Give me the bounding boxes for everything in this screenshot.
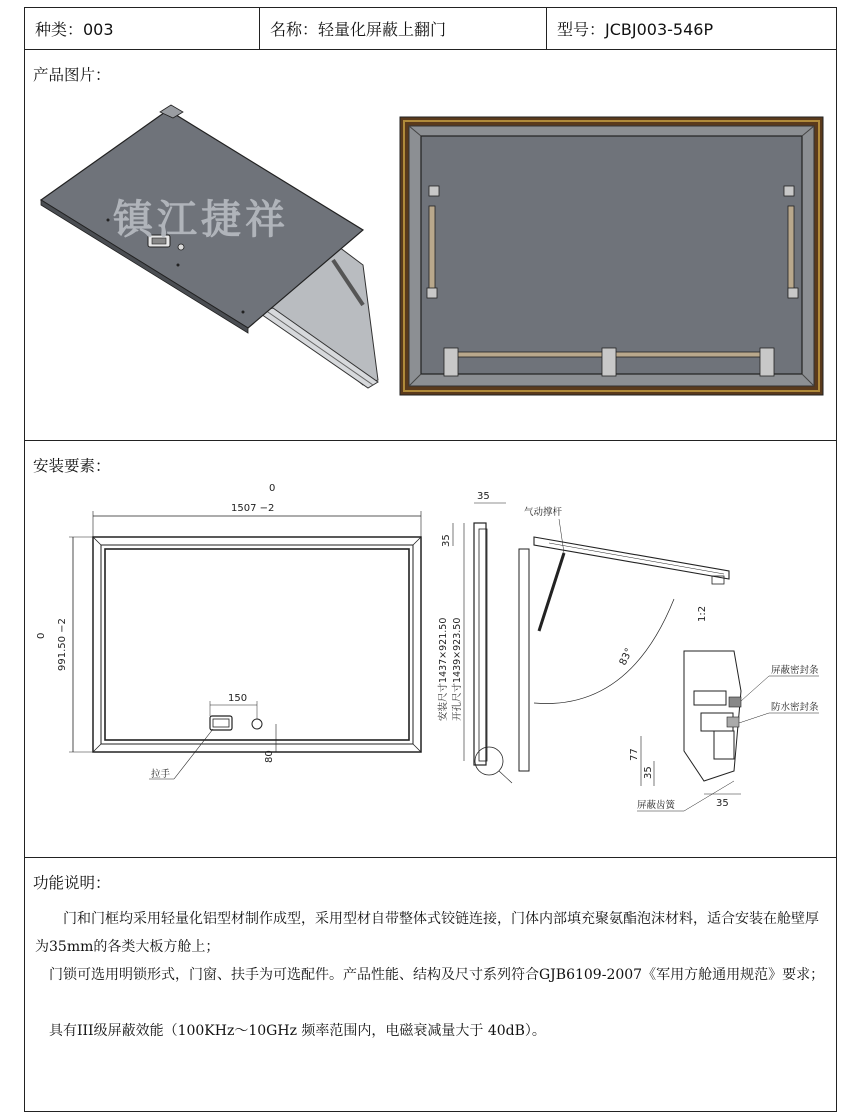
- water-seal-label: 防水密封条: [771, 702, 819, 713]
- dim-77-text: 77: [629, 748, 640, 761]
- category-cell: 种类：003: [25, 8, 260, 49]
- detail-outline: [684, 651, 741, 781]
- frame-corner: [413, 744, 421, 752]
- photos-title: 产品图片：: [33, 66, 111, 84]
- hinge-left: [444, 348, 458, 376]
- bolt: [177, 264, 180, 267]
- width-dim-text: 1507 −2: [231, 503, 275, 514]
- description-paragraph-3: 具有III级屏蔽效能（100KHz～10GHz 频率范围内，电磁衰减量大于 40dB）。: [49, 1023, 546, 1039]
- frame-corner: [413, 537, 421, 545]
- right-strut: [788, 206, 794, 296]
- install-title: 安装要素：: [33, 457, 111, 475]
- spec-sheet: [24, 7, 837, 1112]
- description-title: 功能说明：: [33, 874, 111, 892]
- handle-offset-text: 80: [264, 750, 275, 763]
- frame-corner: [93, 744, 101, 752]
- water-seal-shape: [727, 717, 739, 727]
- detail-leader: [741, 676, 769, 701]
- function-description-section: [25, 858, 836, 1113]
- installation-drawing: [29, 461, 834, 856]
- installation-section: [25, 441, 836, 858]
- shield-seal-label: 屏蔽密封条: [771, 665, 819, 676]
- description-paragraph-2: 门锁可选用明锁形式，门窗、扶手为可选配件。产品性能、结构及尺寸系列符合GJB6109-2007《军用方舱通用规范》要求；: [49, 967, 825, 983]
- open-strut: [539, 553, 564, 631]
- shield-tooth-label: 屏蔽齿簧: [637, 800, 676, 811]
- open-frame: [519, 549, 529, 771]
- company-watermark: 镇江捷祥: [113, 196, 289, 243]
- product-name-cell: 名称：轻量化屏蔽上翻门: [260, 8, 547, 49]
- height-tol-upper: 0: [36, 632, 47, 639]
- right-bracket-bottom: [788, 288, 798, 298]
- description-paragraph-1: 门和门框均采用轻量化铝型材制作成型，采用型材自带整体式铰链连接，门体内部填充聚氨酯泡沫材料，适合安装在舱壁厚为35mm的各类大板方舱上；: [35, 911, 819, 955]
- frame-top-text: 35: [477, 491, 490, 502]
- open-door-hatch: [549, 543, 724, 574]
- bolt: [107, 219, 110, 222]
- product-photos-section: [25, 50, 836, 441]
- height-dim-text: 991.50 −2: [57, 618, 68, 671]
- left-bracket-top: [429, 186, 439, 196]
- model-cell: 型号：JCBJ003-546P: [557, 20, 714, 39]
- handle-label: 拉手: [151, 769, 171, 780]
- front-handle-grip: [213, 719, 229, 727]
- left-bracket-bottom: [427, 288, 437, 298]
- angle-arc: [534, 599, 674, 704]
- dim-35h-text: 35: [716, 798, 729, 809]
- door-front-render: [399, 116, 824, 396]
- open-view: [519, 519, 729, 771]
- shield-seal-shape: [729, 697, 741, 707]
- detail-profile-c: [714, 731, 734, 759]
- strut-leader: [559, 519, 564, 553]
- opening-size-text: 开孔尺寸1439×923.50: [452, 617, 463, 721]
- right-bracket-top: [784, 186, 794, 196]
- door-panel: [421, 136, 802, 374]
- width-tol-upper: 0: [269, 483, 276, 494]
- handle-width-text: 150: [228, 693, 248, 704]
- header-row: [25, 8, 836, 50]
- install-size-text: 安装尺寸1437×921.50: [438, 617, 449, 721]
- frame-left-text: 35: [441, 534, 452, 547]
- front-view: [69, 511, 421, 779]
- door-open-render: [33, 100, 383, 400]
- left-strut: [429, 206, 435, 296]
- angle-text: 83°: [617, 646, 636, 668]
- scale-text: 1:2: [697, 605, 708, 622]
- hinge-right: [760, 348, 774, 376]
- bolt: [242, 311, 245, 314]
- side-frame: [474, 523, 486, 765]
- strut-label: 气动撑杆: [524, 507, 563, 518]
- handle-leader: [174, 729, 213, 779]
- callout-leader: [499, 771, 512, 783]
- front-outer-frame: [93, 537, 421, 752]
- frame-corner: [93, 537, 101, 545]
- detail-profile-a: [694, 691, 726, 705]
- hinge-center: [602, 348, 616, 376]
- dim-35v-text: 35: [643, 766, 654, 779]
- detail-leader: [739, 713, 769, 723]
- front-lock: [252, 719, 262, 729]
